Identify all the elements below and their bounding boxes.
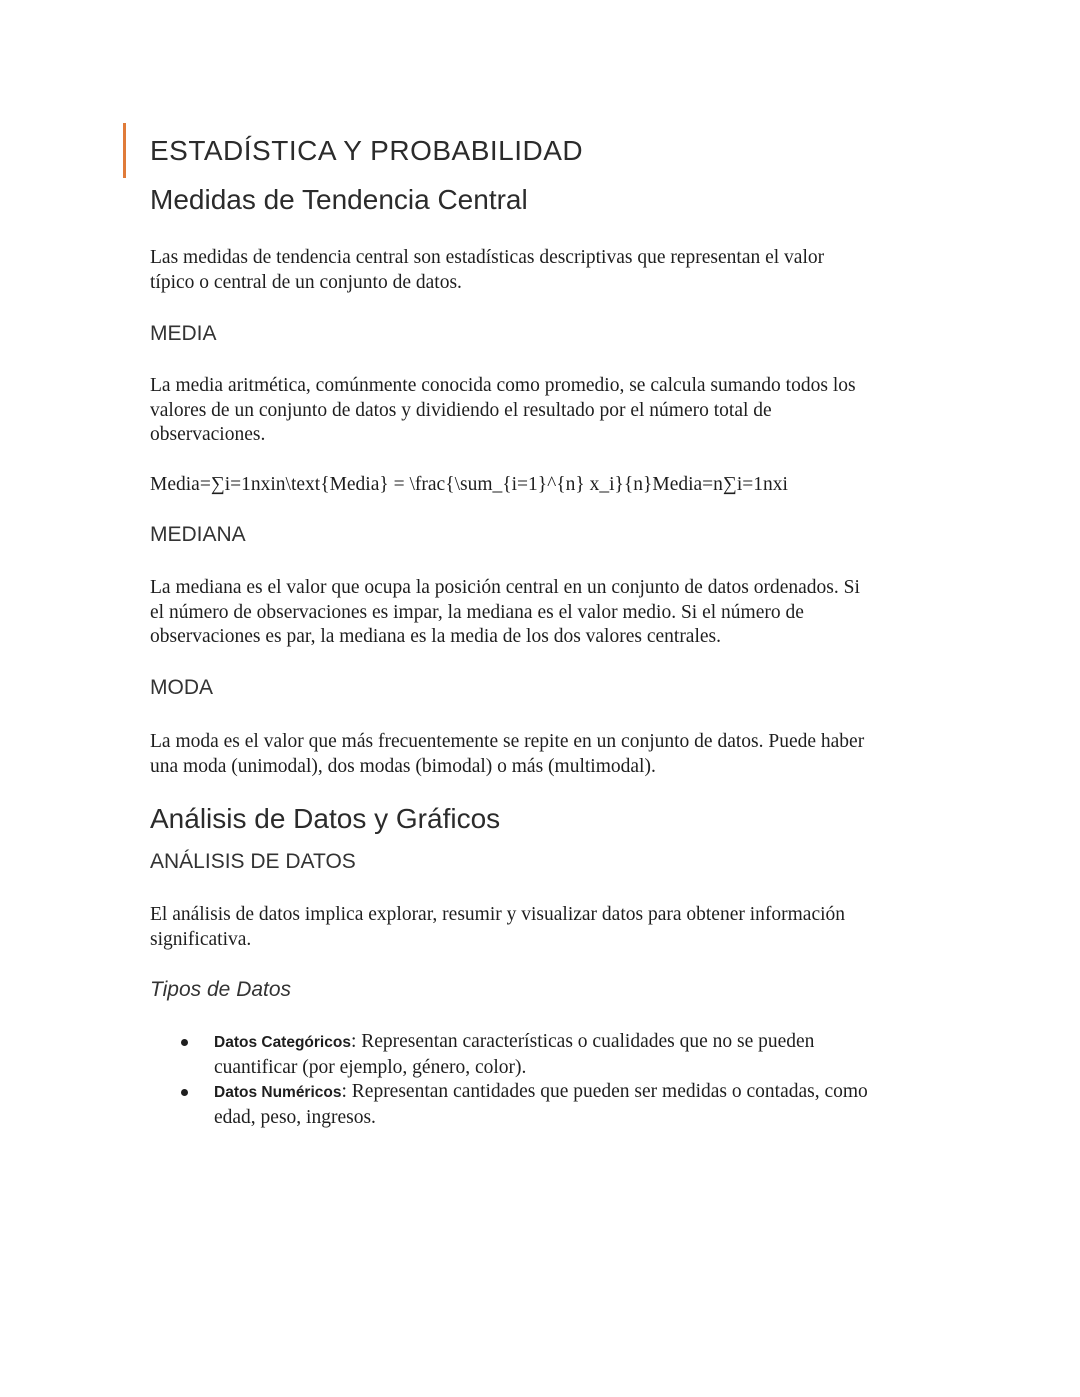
- paragraph-line: típico o central de un conjunto de datos.: [150, 271, 462, 293]
- paragraph-line: La mediana es el valor que ocupa la posición central en un conjunto de datos ordenados. Si: [150, 577, 860, 598]
- section-heading-tendencia-central: Medidas de Tendencia Central: [150, 184, 528, 215]
- title-accent-bar: [123, 123, 126, 178]
- list-item-second-line: edad, peso, ingresos.: [214, 1106, 376, 1128]
- list-item-description: Representan cantidades que pueden ser medidas o contadas, como: [346, 1081, 868, 1102]
- moda-paragraph: [150, 730, 940, 779]
- paragraph-line: Las medidas de tendencia central son estadísticas descriptivas que representan el valor: [150, 247, 825, 268]
- list-item-separator: :: [350, 1031, 357, 1052]
- formula-text: Media=∑i=1nxin\text{Media} = \frac{\sum_{i=1}^{n} x_i}{n}Media=n∑i=1nxi: [150, 474, 788, 495]
- subheading-tipos-de-datos: Tipos de Datos: [150, 978, 292, 1001]
- list-item-second-line: cuantificar (por ejemplo, género, color).: [214, 1056, 527, 1078]
- subheading-moda: MODA: [150, 676, 213, 699]
- list-item: [150, 1080, 950, 1130]
- list-item-term: Datos Numéricos: [214, 1084, 342, 1101]
- tendencia-intro-paragraph: [150, 246, 940, 295]
- tipos-de-datos-list: [150, 1030, 950, 1130]
- media-formula: [150, 473, 940, 498]
- paragraph-line: observaciones es par, la mediana es la media de los dos valores centrales.: [150, 626, 722, 647]
- list-item-separator: :: [341, 1081, 347, 1102]
- mediana-paragraph: [150, 576, 940, 650]
- paragraph-line: observaciones.: [150, 424, 266, 445]
- subheading-mediana: MEDIANA: [150, 523, 246, 546]
- document-title: ESTADÍSTICA Y PROBABILIDAD: [150, 135, 584, 166]
- list-item: [150, 1030, 950, 1080]
- paragraph-line: La moda es el valor que más frecuentemente se repite en un conjunto de datos. Puede haber: [150, 731, 865, 752]
- list-item-first-line: [214, 1030, 950, 1056]
- subheading-analisis-de-datos: ANÁLISIS DE DATOS: [150, 850, 356, 873]
- paragraph-line: significativa.: [150, 928, 252, 950]
- subheading-media: MEDIA: [150, 322, 217, 345]
- bullet-icon: [181, 1089, 188, 1096]
- media-paragraph: [150, 374, 940, 448]
- list-item-description: Representan características o cualidades que no se pueden: [356, 1031, 815, 1052]
- list-item-first-line: [214, 1080, 950, 1106]
- analisis-paragraph: [150, 903, 940, 952]
- list-item-term: Datos Categóricos: [214, 1034, 351, 1051]
- bullet-icon: [181, 1039, 188, 1046]
- section-heading-analisis-datos-graficos: Análisis de Datos y Gráficos: [150, 803, 501, 834]
- paragraph-line: el número de observaciones es impar, la mediana es el valor medio. Si el número de: [150, 601, 804, 623]
- paragraph-line: El análisis de datos implica explorar, resumir y visualizar datos para obtener información: [150, 904, 846, 925]
- paragraph-line: una moda (unimodal), dos modas (bimodal) o más (multimodal).: [150, 755, 656, 777]
- paragraph-line: La media aritmética, comúnmente conocida como promedio, se calcula sumando todos los: [150, 375, 856, 396]
- paragraph-line: valores de un conjunto de datos y dividiendo el resultado por el número total de: [150, 399, 772, 421]
